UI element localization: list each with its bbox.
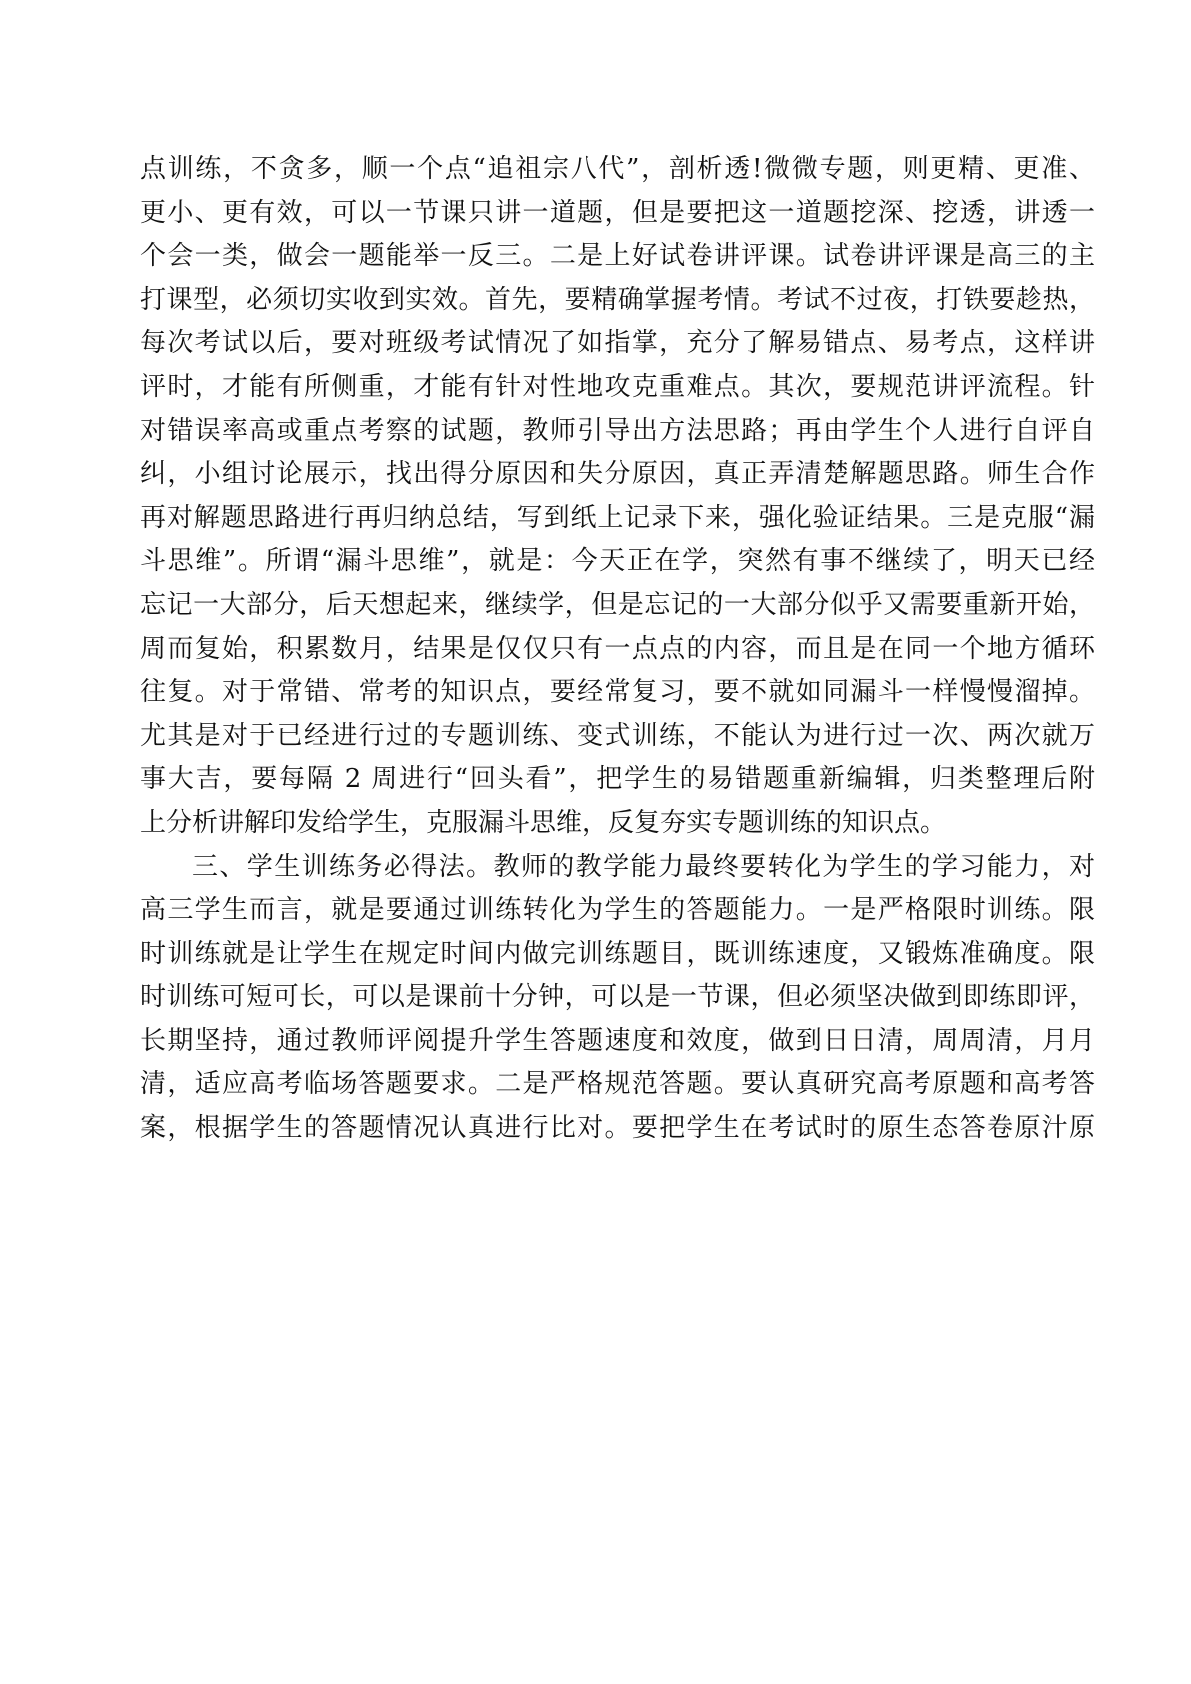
text-line: 对错误率高或重点考察的试题，教师引导出方法思路；再由学生个人进行自评自	[140, 415, 1095, 446]
text-line: 周而复始，积累数月，结果是仅仅只有一点点的内容，而且是在同一个地方循环	[140, 633, 1095, 664]
text-line: 清，适应高考临场答题要求。二是严格规范答题。要认真研究高考原题和高考答	[140, 1069, 1095, 1100]
text-line: 评时，才能有所侧重，才能有针对性地攻克重难点。其次，要规范讲评流程。针	[140, 371, 1095, 402]
text-line: 打课型，必须切实收到实效。首先，要精确掌握考情。考试不过夜，打铁要趁热，	[140, 284, 1095, 315]
text-line: 再对解题思路进行再归纳总结，写到纸上记录下来，强化验证结果。三是克服“漏	[140, 502, 1095, 533]
text-line: 更小、更有效，可以一节课只讲一道题，但是要把这一道题挖深、挖透，讲透一	[140, 197, 1095, 228]
text-line: 高三学生而言，就是要通过训练转化为学生的答题能力。一是严格限时训练。限	[140, 895, 1095, 926]
paragraph-1	[140, 148, 1095, 846]
text-line: 忘记一大部分，后天想起来，继续学，但是忘记的一大部分似乎又需要重新开始，	[140, 589, 1095, 620]
text-line: 斗思维”。所谓“漏斗思维”，就是：今天正在学，突然有事不继续了，明天已经	[140, 546, 1095, 577]
text-line: 案，根据学生的答题情况认真进行比对。要把学生在考试时的原生态答卷原汁原	[140, 1113, 1095, 1144]
body-text	[140, 148, 1095, 1151]
text-line: 时训练可短可长，可以是课前十分钟，可以是一节课，但必须坚决做到即练即评，	[140, 982, 1095, 1013]
text-line: 长期坚持，通过教师评阅提升学生答题速度和效度，做到日日清，周周清，月月	[140, 1025, 1095, 1056]
text-line: 点训练，不贪多，顺一个点“追祖宗八代”，剖析透!微微专题，则更精、更准、	[140, 154, 1095, 184]
paragraph-2	[140, 846, 1095, 1151]
text-line: 往复。对于常错、常考的知识点，要经常复习，要不就如同漏斗一样慢慢溜掉。	[140, 677, 1095, 708]
text-line: 尤其是对于已经进行过的专题训练、变式训练，不能认为进行过一次、两次就万	[140, 720, 1095, 751]
text-line: 个会一类，做会一题能举一反三。二是上好试卷讲评课。试卷讲评课是高三的主	[140, 241, 1095, 272]
text-line: 时训练就是让学生在规定时间内做完训练题目，既训练速度，又锻炼准确度。限	[140, 938, 1095, 969]
text-line: 事大吉，要每隔 2 周进行“回头看”，把学生的易错题重新编辑，归类整理后附	[140, 764, 1095, 795]
text-line: 纠，小组讨论展示，找出得分原因和失分原因，真正弄清楚解题思路。师生合作	[140, 459, 1095, 490]
text-line: 每次考试以后，要对班级考试情况了如指掌，充分了解易错点、易考点，这样讲	[140, 328, 1095, 359]
text-line: 三、学生训练务必得法。教师的教学能力最终要转化为学生的学习能力，对	[192, 851, 1095, 882]
text-line: 上分析讲解印发给学生，克服漏斗思维，反复夯实专题训练的知识点。	[140, 807, 947, 838]
